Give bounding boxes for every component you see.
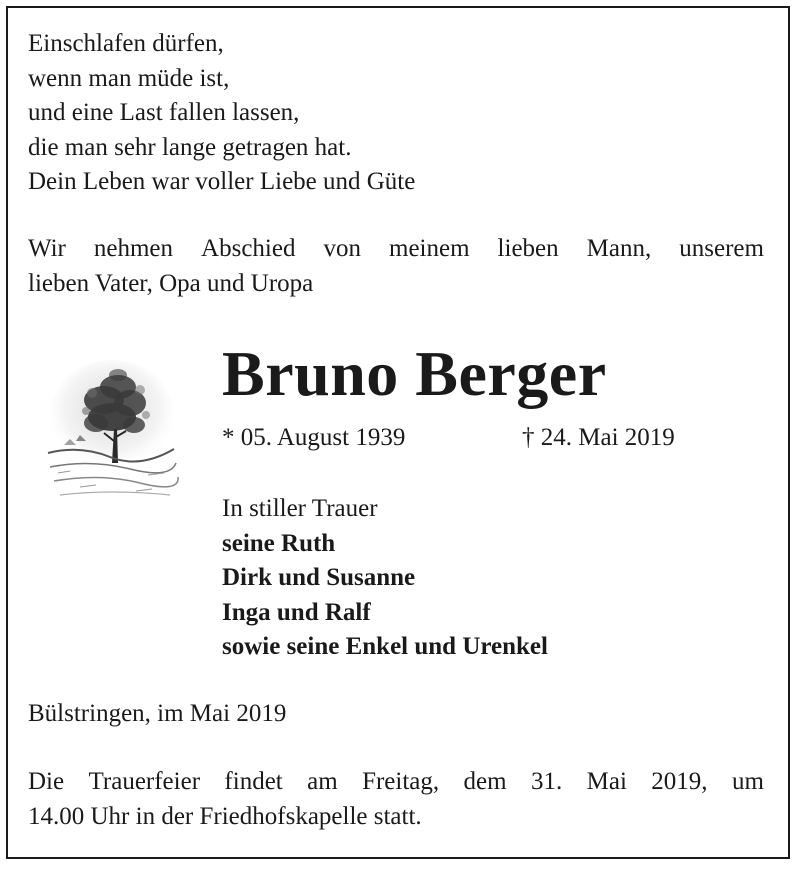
funeral-notice <box>28 765 764 834</box>
word: Die <box>28 768 65 795</box>
word: nehmen <box>93 235 174 262</box>
word: am <box>307 768 338 795</box>
poem-line: Dein Leben war voller Liebe und Güte <box>28 168 416 196</box>
death-date: † 24. Mai 2019 <box>522 424 675 451</box>
funeral-line: 14.00 Uhr in der Friedhofskapelle statt. <box>28 802 422 830</box>
mourner-name: seine Ruth <box>222 529 336 557</box>
word: um <box>731 768 764 795</box>
birth-date: * 05. August 1939 <box>222 424 406 451</box>
word: dem <box>463 768 507 795</box>
word: Freitag, <box>362 768 440 795</box>
word: lieben <box>497 235 559 262</box>
mourner-name: Inga und Ralf <box>222 598 371 626</box>
word: Mann, <box>586 235 652 262</box>
word: von <box>323 235 361 262</box>
farewell-line: lieben Vater, Opa und Uropa <box>28 269 314 297</box>
farewell-line-justified <box>28 232 764 267</box>
poem <box>28 27 415 200</box>
word: 2019, <box>651 768 708 795</box>
word: Trauerfeier <box>88 768 201 795</box>
poem-line: und eine Last fallen lassen, <box>28 99 300 127</box>
word: unserem <box>679 235 764 262</box>
place-date: Bülstringen, im Mai 2019 <box>28 700 287 727</box>
funeral-line-justified <box>28 765 764 800</box>
word: findet <box>224 768 283 795</box>
word: Abschied <box>201 235 296 262</box>
word: meinem <box>389 235 470 262</box>
mourner-name: sowie seine Enkel und Urenkel <box>222 633 548 661</box>
poem-line: Einschlafen dürfen, <box>28 30 224 57</box>
deceased-name: Bruno Berger <box>222 338 607 409</box>
poem-line: die man sehr lange getragen hat. <box>28 133 352 161</box>
word: Wir <box>28 235 66 262</box>
poem-line: wenn man müde ist, <box>28 64 230 92</box>
word: 31. <box>530 768 563 795</box>
mourner-name: Dirk und Susanne <box>222 564 416 592</box>
mourners-heading: In stiller Trauer <box>222 495 378 522</box>
tree-landscape-icon <box>40 345 180 510</box>
mourners-list <box>222 492 548 665</box>
farewell-text <box>28 232 764 301</box>
word: Mai <box>586 768 627 795</box>
